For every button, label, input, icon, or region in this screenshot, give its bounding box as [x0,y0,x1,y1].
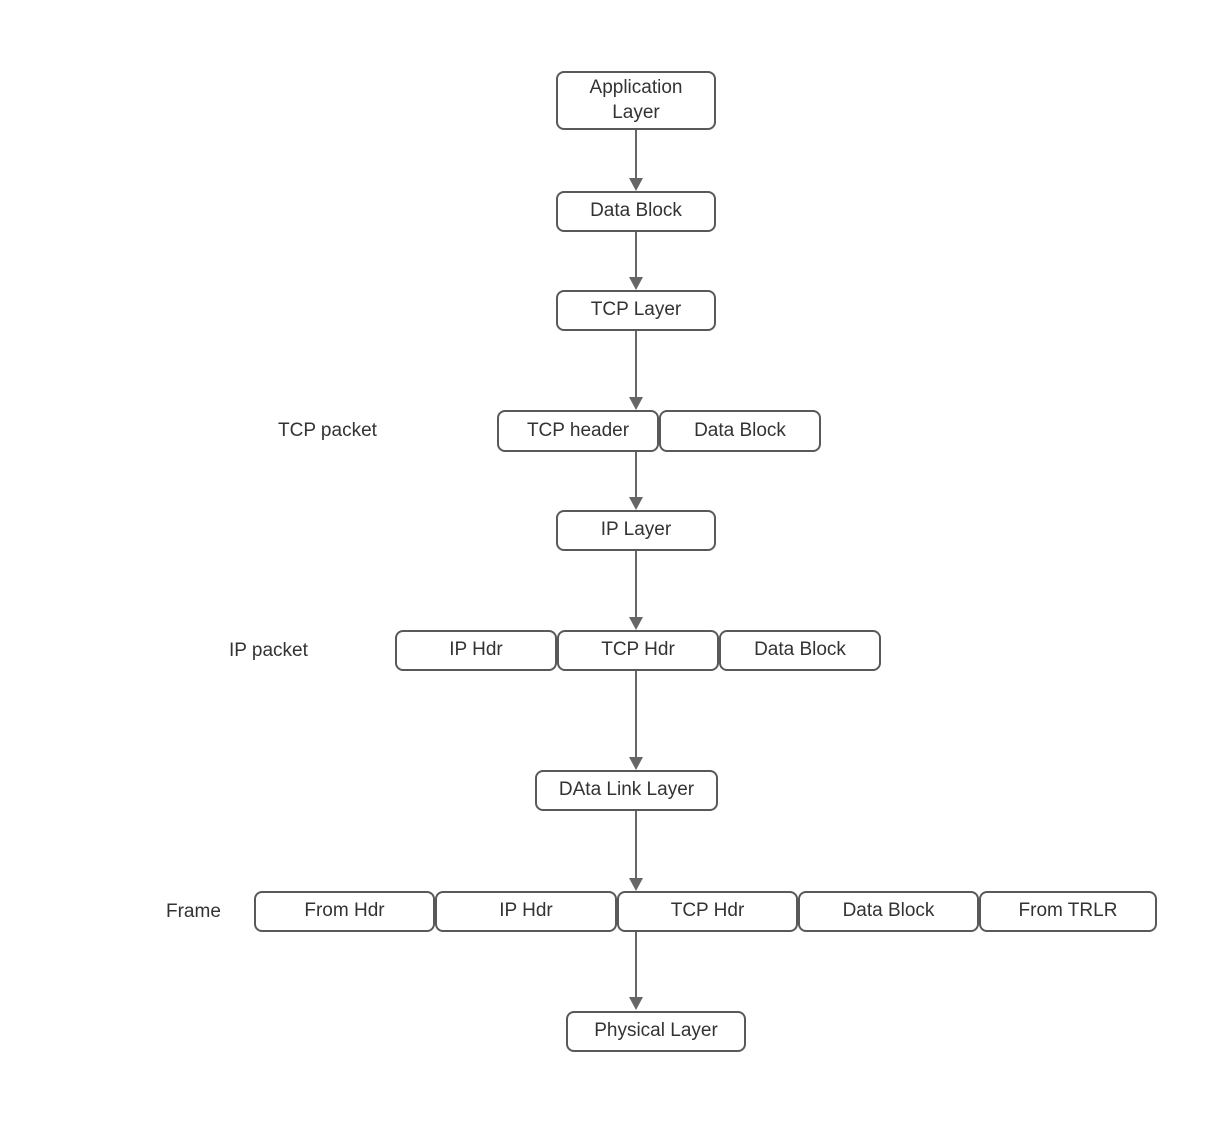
arrow-ippacket-to-datalink-head [629,757,643,770]
node-label: Data Block [590,200,682,222]
arrow-app-to-datablock-line [635,130,637,179]
arrow-frame-to-physical-line [635,932,637,998]
node-tcp-layer [556,290,716,331]
arrow-datablock-to-tcplayer-line [635,232,637,278]
node-label: From Hdr [304,900,385,922]
node-label: DAta Link Layer [558,779,695,801]
arrow-iplayer-to-ippacket-line [635,551,637,618]
ip-packet-segment-ip-hdr [395,630,557,671]
frame-segment-ip-hdr [435,891,617,932]
node-label: Data Block [842,900,935,922]
node-application-layer [556,71,716,130]
tcp-packet-segment-tcp-header [497,410,659,452]
arrow-datablock-to-tcplayer-head [629,277,643,290]
ip-packet-segment-data-block [719,630,881,671]
arrow-frame-to-physical-head [629,997,643,1010]
row-label-frame: Frame [166,900,221,922]
node-label: Physical Layer [594,1020,718,1042]
node-data-block [556,191,716,232]
tcp-packet-segment-data-block [659,410,821,452]
node-label: IP Layer [600,519,672,541]
arrow-app-to-datablock-head [629,178,643,191]
arrow-iplayer-to-ippacket-head [629,617,643,630]
arrow-tcppacket-to-iplayer-head [629,497,643,510]
frame-segment-from-hdr [254,891,435,932]
node-label: TCP Hdr [601,639,675,661]
node-ip-layer [556,510,716,551]
row-label-tcp-packet: TCP packet [278,420,377,441]
arrow-tcppacket-to-iplayer-line [635,452,637,498]
node-label: IP Hdr [499,900,553,922]
node-label: Data Block [754,639,846,661]
arrow-datalink-to-frame-line [635,811,637,879]
node-label: Data Block [694,419,786,441]
row-label-ip-packet: IP packet [229,639,308,661]
node-data-link-layer [535,770,718,811]
node-label: From TRLR [1018,900,1118,922]
arrow-tcplayer-to-tcppacket-head [629,397,643,410]
node-physical-layer [566,1011,746,1052]
ip-packet-segment-tcp-hdr [557,630,719,671]
arrow-datalink-to-frame-head [629,878,643,891]
frame-segment-tcp-hdr [617,891,798,932]
node-label: TCP Hdr [670,900,745,922]
arrow-ippacket-to-datalink-line [635,671,637,758]
frame-segment-from-trlr [979,891,1157,932]
node-label: TCP Layer [590,299,682,321]
node-label: Application Layer [589,76,683,123]
arrow-tcplayer-to-tcppacket-line [635,331,637,398]
node-label: IP Hdr [449,639,503,661]
node-label: TCP header [526,419,630,441]
frame-segment-data-block [798,891,979,932]
